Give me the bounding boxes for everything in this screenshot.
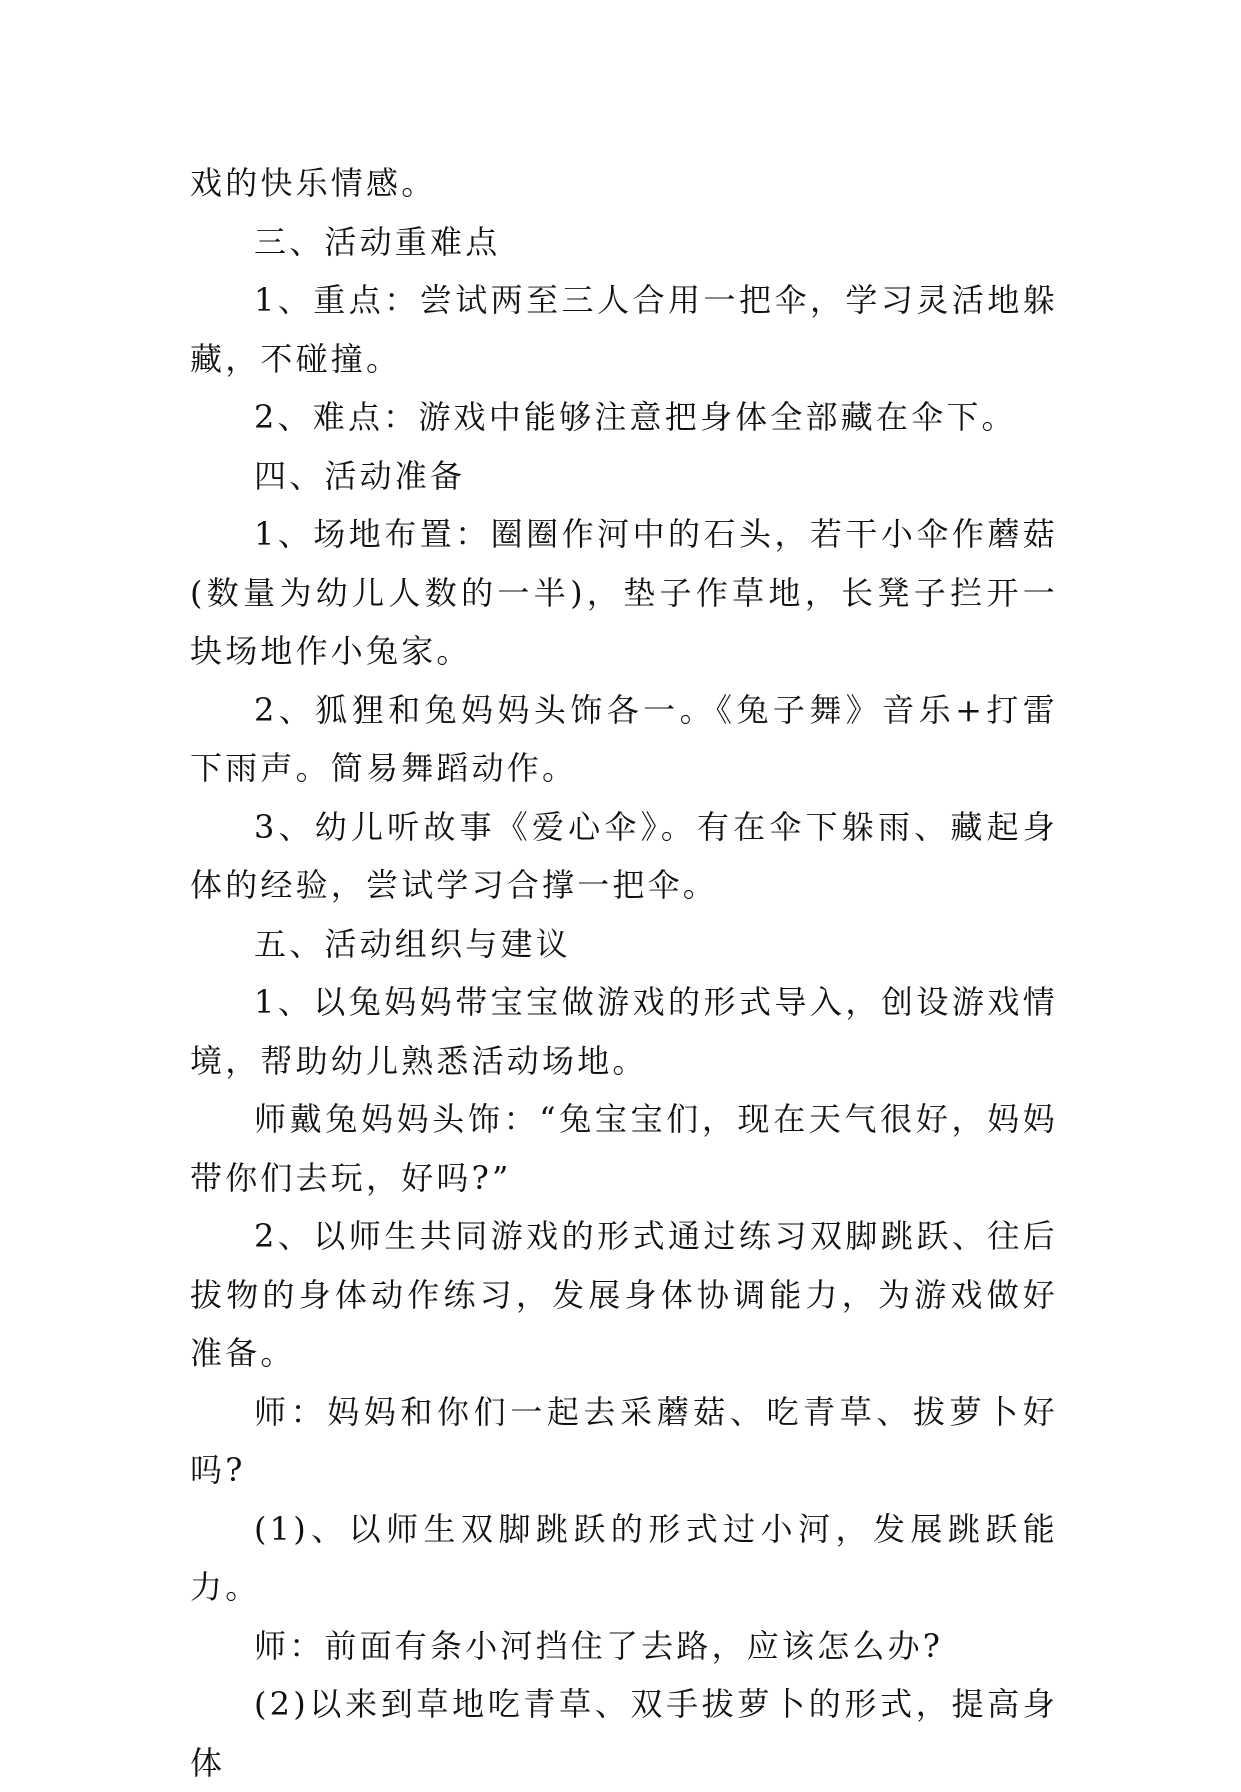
paragraph-headwear-music: 2、狐狸和兔妈妈头饰各一。《兔子舞》音乐+打雷下雨声。简易舞蹈动作。	[190, 690, 1058, 787]
document-body	[190, 154, 1058, 1792]
paragraph-continuation: 戏的快乐情感。	[190, 164, 437, 202]
paragraph-introduction: 1、以兔妈妈带宝宝做游戏的形式导入，创设游戏情境，帮助幼儿熟悉活动场地。	[190, 983, 1058, 1080]
paragraph-teacher-speech-2: 师：妈妈和你们一起去采蘑菇、吃青草、拔萝卜好吗?	[190, 1392, 1058, 1489]
paragraph-step-1: (1)、以师生双脚跳跃的形式过小河，发展跳跃能力。	[190, 1509, 1058, 1606]
paragraph-step-2: (2)以来到草地吃青草、双手拔萝卜的形式，提高身体	[190, 1685, 1058, 1782]
paragraph-difficulty: 2、难点：游戏中能够注意把身体全部藏在伞下。	[254, 398, 1017, 436]
section-heading-difficulties: 三、活动重难点	[254, 222, 501, 261]
section-heading-organization: 五、活动组织与建议	[254, 924, 571, 963]
paragraph-venue-setup: 1、场地布置：圈圈作河中的石头，若干小伞作蘑菇(数量为幼儿人数的一半)，垫子作草地，长凳子拦开一块场地作小兔家。	[190, 515, 1058, 670]
section-heading-preparation: 四、活动准备	[254, 456, 466, 495]
paragraph-key-point: 1、重点：尝试两至三人合用一把伞，学习灵活地躲藏，不碰撞。	[190, 281, 1058, 378]
paragraph-teacher-speech-3: 师：前面有条小河挡住了去路，应该怎么办?	[254, 1626, 944, 1665]
paragraph-story-experience: 3、幼儿听故事《爱心伞》。有在伞下躲雨、藏起身体的经验，尝试学习合撑一把伞。	[190, 807, 1058, 904]
paragraph-joint-game: 2、以师生共同游戏的形式通过练习双脚跳跃、往后拔物的身体动作练习，发展身体协调能力，为游戏做好准备。	[190, 1217, 1058, 1372]
paragraph-teacher-speech-1: 师戴兔妈妈头饰：“兔宝宝们，现在天气很好，妈妈带你们去玩，好吗?”	[190, 1100, 1058, 1197]
